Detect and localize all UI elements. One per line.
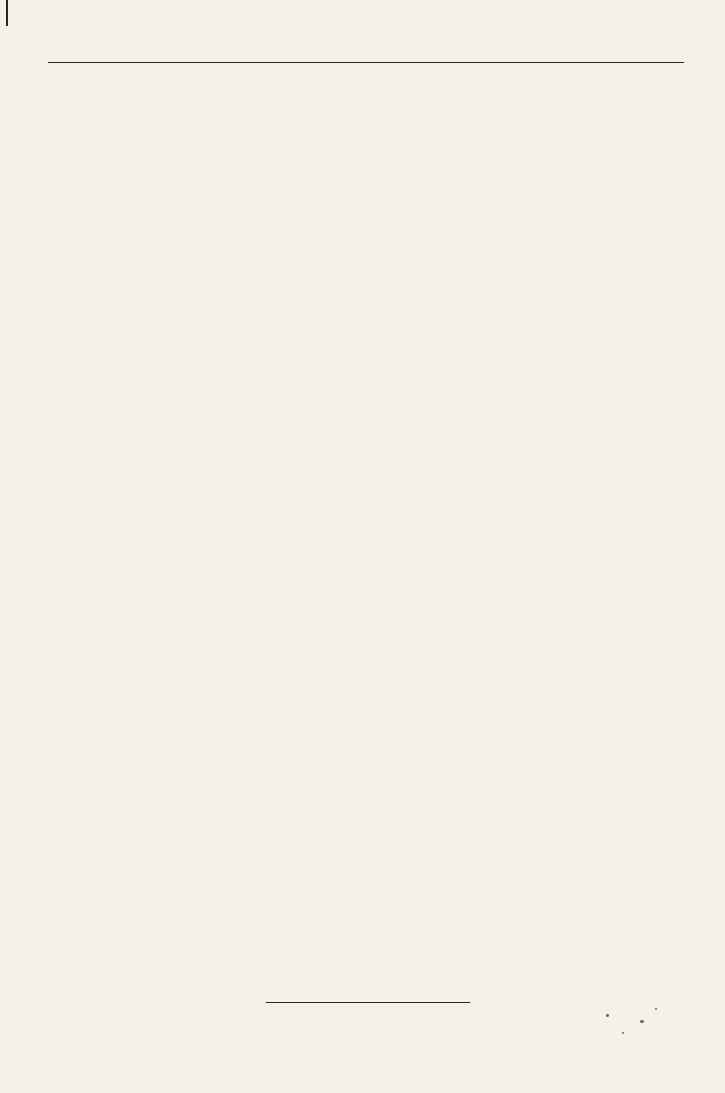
ink-speck: [655, 1008, 657, 1010]
footer-rule: [266, 1002, 470, 1003]
ink-speck: [622, 1032, 624, 1034]
ink-speck: [606, 1014, 609, 1017]
page-header: [48, 40, 684, 63]
ink-speck: [640, 1020, 644, 1023]
scan-mark: [6, 0, 8, 26]
